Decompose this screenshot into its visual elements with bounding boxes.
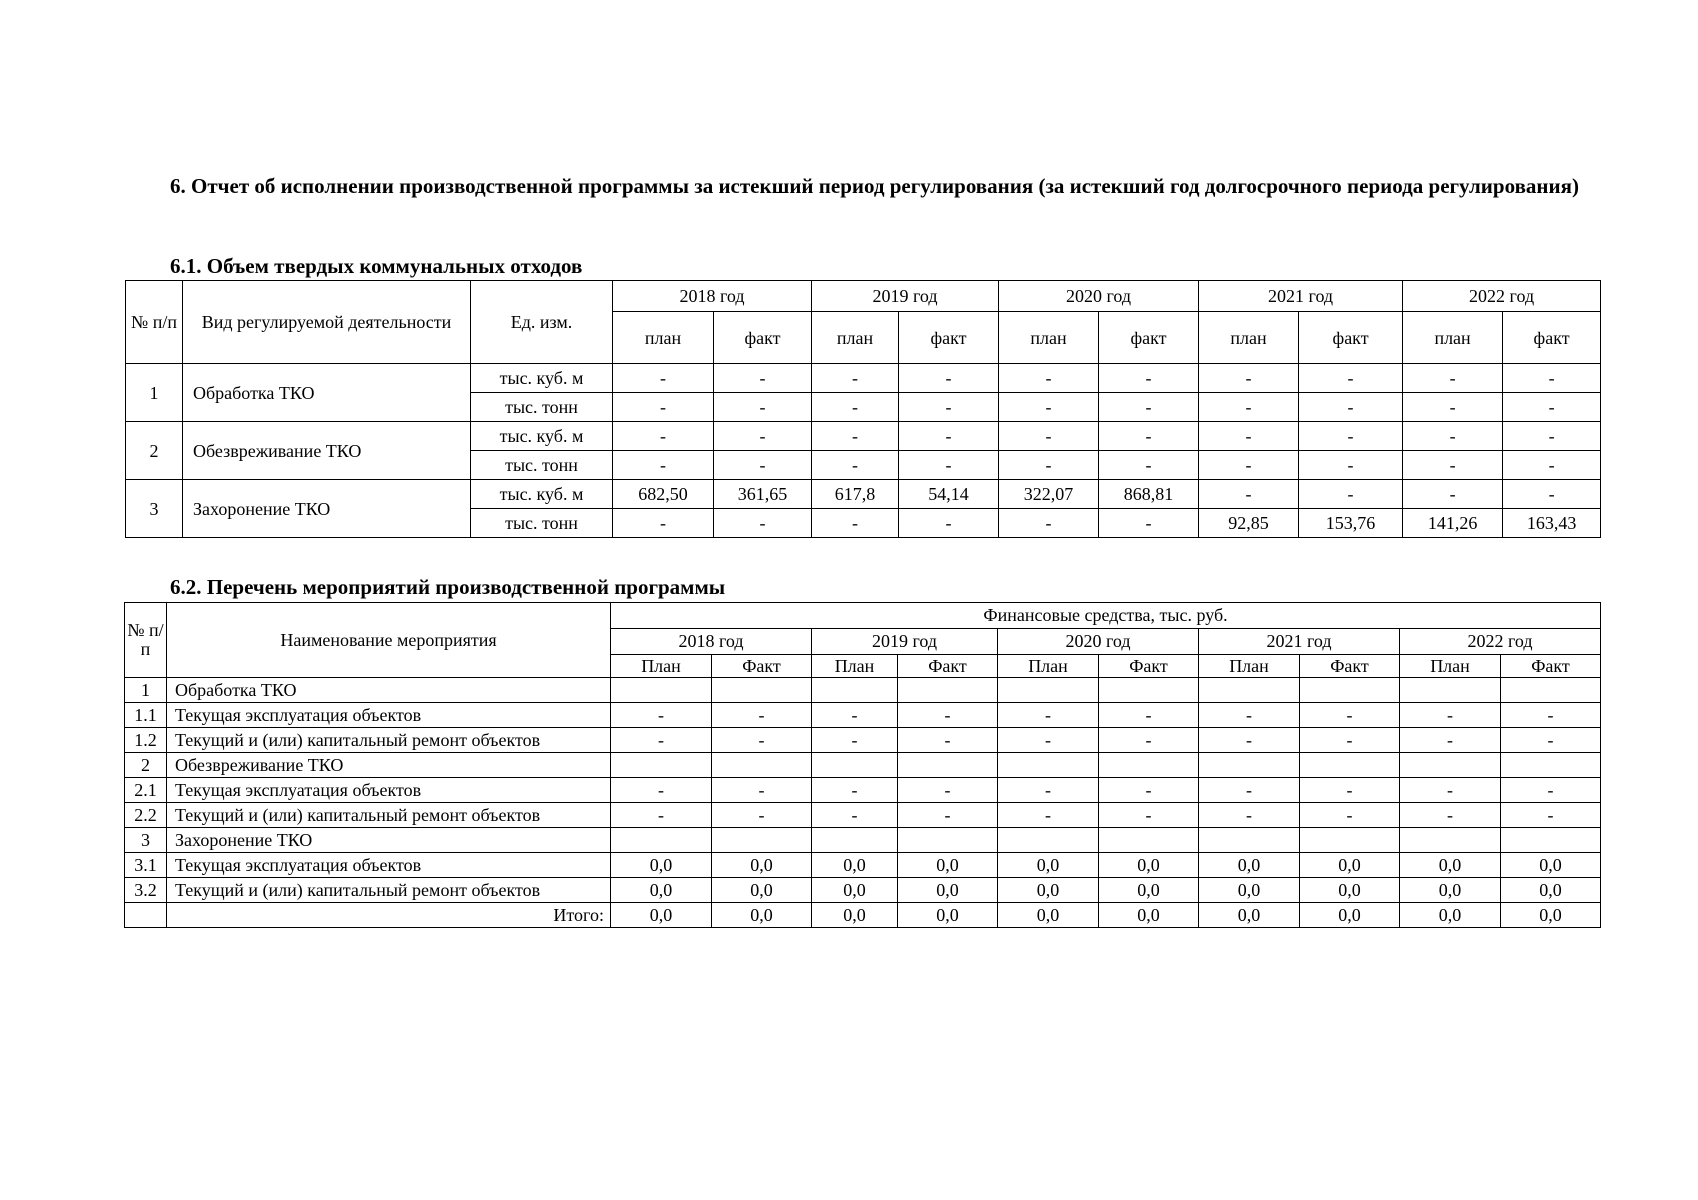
value-cell bbox=[812, 753, 898, 778]
value-cell: - bbox=[898, 703, 998, 728]
plan-header: План bbox=[812, 655, 898, 678]
value-cell bbox=[1400, 828, 1501, 853]
value-cell: - bbox=[611, 703, 712, 728]
value-cell: - bbox=[613, 393, 714, 422]
value-cell bbox=[1501, 678, 1601, 703]
value-cell: - bbox=[1099, 803, 1199, 828]
value-cell: - bbox=[1199, 451, 1299, 480]
measure-name: Обработка ТКО bbox=[167, 678, 611, 703]
total-value-cell: 0,0 bbox=[1501, 903, 1601, 928]
value-cell: - bbox=[812, 703, 898, 728]
year-header: 2021 год bbox=[1199, 281, 1403, 312]
value-cell: - bbox=[1503, 451, 1601, 480]
value-cell: 322,07 bbox=[999, 480, 1099, 509]
value-cell: - bbox=[812, 422, 899, 451]
table-row bbox=[126, 364, 1601, 393]
value-cell bbox=[1300, 753, 1400, 778]
value-cell: - bbox=[1299, 451, 1403, 480]
value-cell: - bbox=[1299, 364, 1403, 393]
year-header: 2018 год bbox=[613, 281, 812, 312]
value-cell: 682,50 bbox=[613, 480, 714, 509]
unit-cell: тыс. тонн bbox=[471, 451, 613, 480]
value-cell: - bbox=[1403, 364, 1503, 393]
report-heading-text: 6. Отчет об исполнении производственной программы за истекший период регулирования (за истекший год долгосрочного периода регулирования) bbox=[170, 174, 1579, 198]
year-header: 2018 год bbox=[611, 629, 812, 655]
col-header-no: № п/п bbox=[125, 603, 167, 678]
table-row bbox=[125, 828, 1601, 853]
value-cell: - bbox=[1299, 480, 1403, 509]
row-number: 1.2 bbox=[125, 728, 167, 753]
value-cell: - bbox=[999, 509, 1099, 538]
row-number: 2 bbox=[125, 753, 167, 778]
value-cell: - bbox=[999, 393, 1099, 422]
value-cell: - bbox=[1503, 422, 1601, 451]
waste-volume-table bbox=[125, 280, 1601, 538]
value-cell bbox=[898, 678, 998, 703]
value-cell: - bbox=[1300, 728, 1400, 753]
fact-header: Факт bbox=[1300, 655, 1400, 678]
table-row bbox=[125, 728, 1601, 753]
total-value-cell: 0,0 bbox=[1099, 903, 1199, 928]
value-cell: - bbox=[1099, 364, 1199, 393]
year-header: 2022 год bbox=[1400, 629, 1601, 655]
value-cell bbox=[812, 678, 898, 703]
value-cell: - bbox=[998, 778, 1099, 803]
year-header: 2020 год bbox=[999, 281, 1199, 312]
value-cell: 163,43 bbox=[1503, 509, 1601, 538]
fact-header: Факт bbox=[1099, 655, 1199, 678]
measure-name: Текущая эксплуатация объектов bbox=[167, 778, 611, 803]
value-cell bbox=[998, 678, 1099, 703]
value-cell: 0,0 bbox=[812, 853, 898, 878]
value-cell: 0,0 bbox=[611, 878, 712, 903]
value-cell: - bbox=[1199, 422, 1299, 451]
value-cell: - bbox=[1299, 393, 1403, 422]
unit-cell: тыс. куб. м bbox=[471, 364, 613, 393]
total-value-cell: 0,0 bbox=[1199, 903, 1300, 928]
value-cell: - bbox=[1503, 480, 1601, 509]
value-cell: 0,0 bbox=[1300, 853, 1400, 878]
value-cell: - bbox=[1300, 703, 1400, 728]
total-row bbox=[125, 903, 1601, 928]
value-cell: - bbox=[611, 778, 712, 803]
value-cell: - bbox=[613, 364, 714, 393]
value-cell: - bbox=[998, 703, 1099, 728]
section-title-waste-volume: 6.1. Объем твердых коммунальных отходов bbox=[170, 254, 583, 278]
value-cell: - bbox=[812, 778, 898, 803]
table-row bbox=[126, 480, 1601, 509]
value-cell bbox=[1199, 828, 1300, 853]
program-measures-table bbox=[124, 602, 1601, 928]
value-cell: 361,65 bbox=[714, 480, 812, 509]
value-cell: - bbox=[899, 364, 999, 393]
table-row bbox=[125, 853, 1601, 878]
report-heading bbox=[116, 172, 1600, 201]
value-cell: - bbox=[1099, 509, 1199, 538]
value-cell bbox=[1099, 828, 1199, 853]
measure-name: Обезвреживание ТКО bbox=[167, 753, 611, 778]
value-cell: - bbox=[1099, 778, 1199, 803]
value-cell: - bbox=[613, 422, 714, 451]
value-cell: - bbox=[1099, 422, 1199, 451]
col-header-activity: Вид регулируемой деятельности bbox=[183, 281, 471, 364]
value-cell: - bbox=[898, 803, 998, 828]
value-cell bbox=[1400, 678, 1501, 703]
value-cell: - bbox=[1501, 703, 1601, 728]
value-cell: - bbox=[812, 393, 899, 422]
value-cell: - bbox=[613, 509, 714, 538]
fact-header: Факт bbox=[712, 655, 812, 678]
fact-header: факт bbox=[1299, 312, 1403, 364]
value-cell: - bbox=[1099, 728, 1199, 753]
value-cell: - bbox=[1099, 393, 1199, 422]
row-number: 2.1 bbox=[125, 778, 167, 803]
activity-name: Обезвреживание ТКО bbox=[183, 422, 471, 480]
value-cell bbox=[1099, 753, 1199, 778]
total-value-cell: 0,0 bbox=[712, 903, 812, 928]
row-number: 1 bbox=[126, 364, 183, 422]
table-row bbox=[125, 778, 1601, 803]
row-number: 1 bbox=[125, 678, 167, 703]
value-cell: - bbox=[812, 728, 898, 753]
value-cell: 141,26 bbox=[1403, 509, 1503, 538]
value-cell: - bbox=[999, 422, 1099, 451]
value-cell: 0,0 bbox=[1199, 878, 1300, 903]
value-cell: - bbox=[1099, 451, 1199, 480]
value-cell: 868,81 bbox=[1099, 480, 1199, 509]
plan-header: план bbox=[812, 312, 899, 364]
value-cell: - bbox=[998, 728, 1099, 753]
table-row bbox=[125, 753, 1601, 778]
value-cell: 0,0 bbox=[611, 853, 712, 878]
value-cell: 0,0 bbox=[1099, 853, 1199, 878]
value-cell: - bbox=[1503, 393, 1601, 422]
value-cell: 153,76 bbox=[1299, 509, 1403, 538]
value-cell: - bbox=[1199, 364, 1299, 393]
value-cell bbox=[611, 678, 712, 703]
plan-header: План bbox=[611, 655, 712, 678]
year-header: 2020 год bbox=[998, 629, 1199, 655]
value-cell: - bbox=[812, 364, 899, 393]
value-cell: - bbox=[1501, 778, 1601, 803]
value-cell: - bbox=[712, 728, 812, 753]
table-row bbox=[125, 803, 1601, 828]
value-cell: 0,0 bbox=[998, 853, 1099, 878]
value-cell: - bbox=[613, 451, 714, 480]
value-cell: 0,0 bbox=[712, 853, 812, 878]
value-cell: - bbox=[611, 728, 712, 753]
value-cell: - bbox=[1299, 422, 1403, 451]
measure-name: Текущая эксплуатация объектов bbox=[167, 853, 611, 878]
row-number: 1.1 bbox=[125, 703, 167, 728]
value-cell bbox=[1501, 828, 1601, 853]
fact-header: факт bbox=[1099, 312, 1199, 364]
value-cell: - bbox=[812, 509, 899, 538]
value-cell: 0,0 bbox=[1199, 853, 1300, 878]
value-cell: 0,0 bbox=[1400, 878, 1501, 903]
value-cell: - bbox=[1400, 778, 1501, 803]
activity-name: Обработка ТКО bbox=[183, 364, 471, 422]
value-cell bbox=[1400, 753, 1501, 778]
value-cell: - bbox=[712, 803, 812, 828]
value-cell: - bbox=[812, 451, 899, 480]
value-cell bbox=[1199, 753, 1300, 778]
row-number: 3 bbox=[125, 828, 167, 853]
table-row bbox=[125, 878, 1601, 903]
row-number: 2 bbox=[126, 422, 183, 480]
value-cell bbox=[1099, 678, 1199, 703]
value-cell: - bbox=[1099, 703, 1199, 728]
value-cell: - bbox=[714, 509, 812, 538]
value-cell: - bbox=[1300, 803, 1400, 828]
value-cell: - bbox=[1199, 803, 1300, 828]
plan-header: План bbox=[1400, 655, 1501, 678]
plan-header: план bbox=[999, 312, 1099, 364]
value-cell: - bbox=[1199, 703, 1300, 728]
year-header: 2019 год bbox=[812, 629, 998, 655]
value-cell: 0,0 bbox=[898, 878, 998, 903]
total-value-cell: 0,0 bbox=[1400, 903, 1501, 928]
plan-header: план bbox=[613, 312, 714, 364]
value-cell bbox=[998, 753, 1099, 778]
fact-header: факт bbox=[899, 312, 999, 364]
fact-header: Факт bbox=[1501, 655, 1601, 678]
col-header-no: № п/п bbox=[126, 281, 183, 364]
fact-header: факт bbox=[1503, 312, 1601, 364]
year-header: 2021 год bbox=[1199, 629, 1400, 655]
value-cell: 0,0 bbox=[1501, 878, 1601, 903]
plan-header: план bbox=[1199, 312, 1299, 364]
section-title-program-measures: 6.2. Перечень мероприятий производственной программы bbox=[170, 575, 726, 599]
value-cell: - bbox=[999, 364, 1099, 393]
total-value-cell: 0,0 bbox=[611, 903, 712, 928]
value-cell bbox=[1501, 753, 1601, 778]
fact-header: факт bbox=[714, 312, 812, 364]
value-cell: 0,0 bbox=[1501, 853, 1601, 878]
value-cell: - bbox=[899, 422, 999, 451]
table-row bbox=[125, 678, 1601, 703]
value-cell: 0,0 bbox=[998, 878, 1099, 903]
measure-name: Текущий и (или) капитальный ремонт объектов bbox=[167, 803, 611, 828]
row-number: 3 bbox=[126, 480, 183, 538]
value-cell: 92,85 bbox=[1199, 509, 1299, 538]
row-number: 2.2 bbox=[125, 803, 167, 828]
value-cell: - bbox=[899, 393, 999, 422]
value-cell: - bbox=[1199, 778, 1300, 803]
value-cell: - bbox=[898, 728, 998, 753]
value-cell bbox=[611, 828, 712, 853]
value-cell: 0,0 bbox=[1099, 878, 1199, 903]
measure-name: Текущая эксплуатация объектов bbox=[167, 703, 611, 728]
value-cell bbox=[712, 753, 812, 778]
value-cell: - bbox=[712, 703, 812, 728]
value-cell bbox=[812, 828, 898, 853]
unit-cell: тыс. куб. м bbox=[471, 422, 613, 451]
value-cell: - bbox=[1199, 393, 1299, 422]
value-cell bbox=[611, 753, 712, 778]
unit-cell: тыс. тонн bbox=[471, 509, 613, 538]
value-cell: - bbox=[1400, 703, 1501, 728]
row-number: 3.2 bbox=[125, 878, 167, 903]
value-cell: - bbox=[1403, 422, 1503, 451]
col-header-finance: Финансовые средства, тыс. руб. bbox=[611, 603, 1601, 629]
activity-name: Захоронение ТКО bbox=[183, 480, 471, 538]
year-header: 2022 год bbox=[1403, 281, 1601, 312]
unit-cell: тыс. куб. м bbox=[471, 480, 613, 509]
total-label: Итого: bbox=[167, 903, 611, 928]
value-cell bbox=[1199, 678, 1300, 703]
value-cell bbox=[1300, 828, 1400, 853]
value-cell: 0,0 bbox=[1400, 853, 1501, 878]
value-cell: - bbox=[712, 778, 812, 803]
value-cell: - bbox=[1300, 778, 1400, 803]
fact-header: Факт bbox=[898, 655, 998, 678]
table-row bbox=[125, 703, 1601, 728]
value-cell: - bbox=[714, 364, 812, 393]
value-cell bbox=[998, 828, 1099, 853]
col-header-measure-name: Наименование мероприятия bbox=[167, 603, 611, 678]
value-cell: - bbox=[899, 509, 999, 538]
row-number: 3.1 bbox=[125, 853, 167, 878]
value-cell: - bbox=[1501, 803, 1601, 828]
measure-name: Текущий и (или) капитальный ремонт объектов bbox=[167, 728, 611, 753]
unit-cell: тыс. тонн bbox=[471, 393, 613, 422]
value-cell: - bbox=[1403, 451, 1503, 480]
value-cell: - bbox=[899, 451, 999, 480]
value-cell: 0,0 bbox=[898, 853, 998, 878]
value-cell: - bbox=[998, 803, 1099, 828]
value-cell: - bbox=[812, 803, 898, 828]
total-value-cell: 0,0 bbox=[998, 903, 1099, 928]
measure-name: Захоронение ТКО bbox=[167, 828, 611, 853]
plan-header: План bbox=[998, 655, 1099, 678]
value-cell: 0,0 bbox=[812, 878, 898, 903]
col-header-unit: Ед. изм. bbox=[471, 281, 613, 364]
value-cell bbox=[712, 828, 812, 853]
value-cell: - bbox=[1199, 728, 1300, 753]
value-cell: - bbox=[1501, 728, 1601, 753]
value-cell: - bbox=[1403, 393, 1503, 422]
value-cell: 0,0 bbox=[712, 878, 812, 903]
value-cell: - bbox=[1400, 803, 1501, 828]
value-cell bbox=[898, 828, 998, 853]
value-cell: - bbox=[611, 803, 712, 828]
value-cell: 54,14 bbox=[899, 480, 999, 509]
value-cell bbox=[898, 753, 998, 778]
value-cell: 617,8 bbox=[812, 480, 899, 509]
plan-header: План bbox=[1199, 655, 1300, 678]
table-row bbox=[126, 422, 1601, 451]
measure-name: Текущий и (или) капитальный ремонт объектов bbox=[167, 878, 611, 903]
value-cell: - bbox=[714, 393, 812, 422]
value-cell: - bbox=[714, 451, 812, 480]
value-cell: - bbox=[1199, 480, 1299, 509]
total-value-cell: 0,0 bbox=[1300, 903, 1400, 928]
value-cell: 0,0 bbox=[1300, 878, 1400, 903]
value-cell: - bbox=[1403, 480, 1503, 509]
value-cell: - bbox=[999, 451, 1099, 480]
total-value-cell: 0,0 bbox=[898, 903, 998, 928]
value-cell: - bbox=[1503, 364, 1601, 393]
value-cell: - bbox=[714, 422, 812, 451]
plan-header: план bbox=[1403, 312, 1503, 364]
value-cell bbox=[1300, 678, 1400, 703]
value-cell bbox=[712, 678, 812, 703]
value-cell: - bbox=[1400, 728, 1501, 753]
total-value-cell: 0,0 bbox=[812, 903, 898, 928]
value-cell: - bbox=[898, 778, 998, 803]
total-row-number bbox=[125, 903, 167, 928]
year-header: 2019 год bbox=[812, 281, 999, 312]
